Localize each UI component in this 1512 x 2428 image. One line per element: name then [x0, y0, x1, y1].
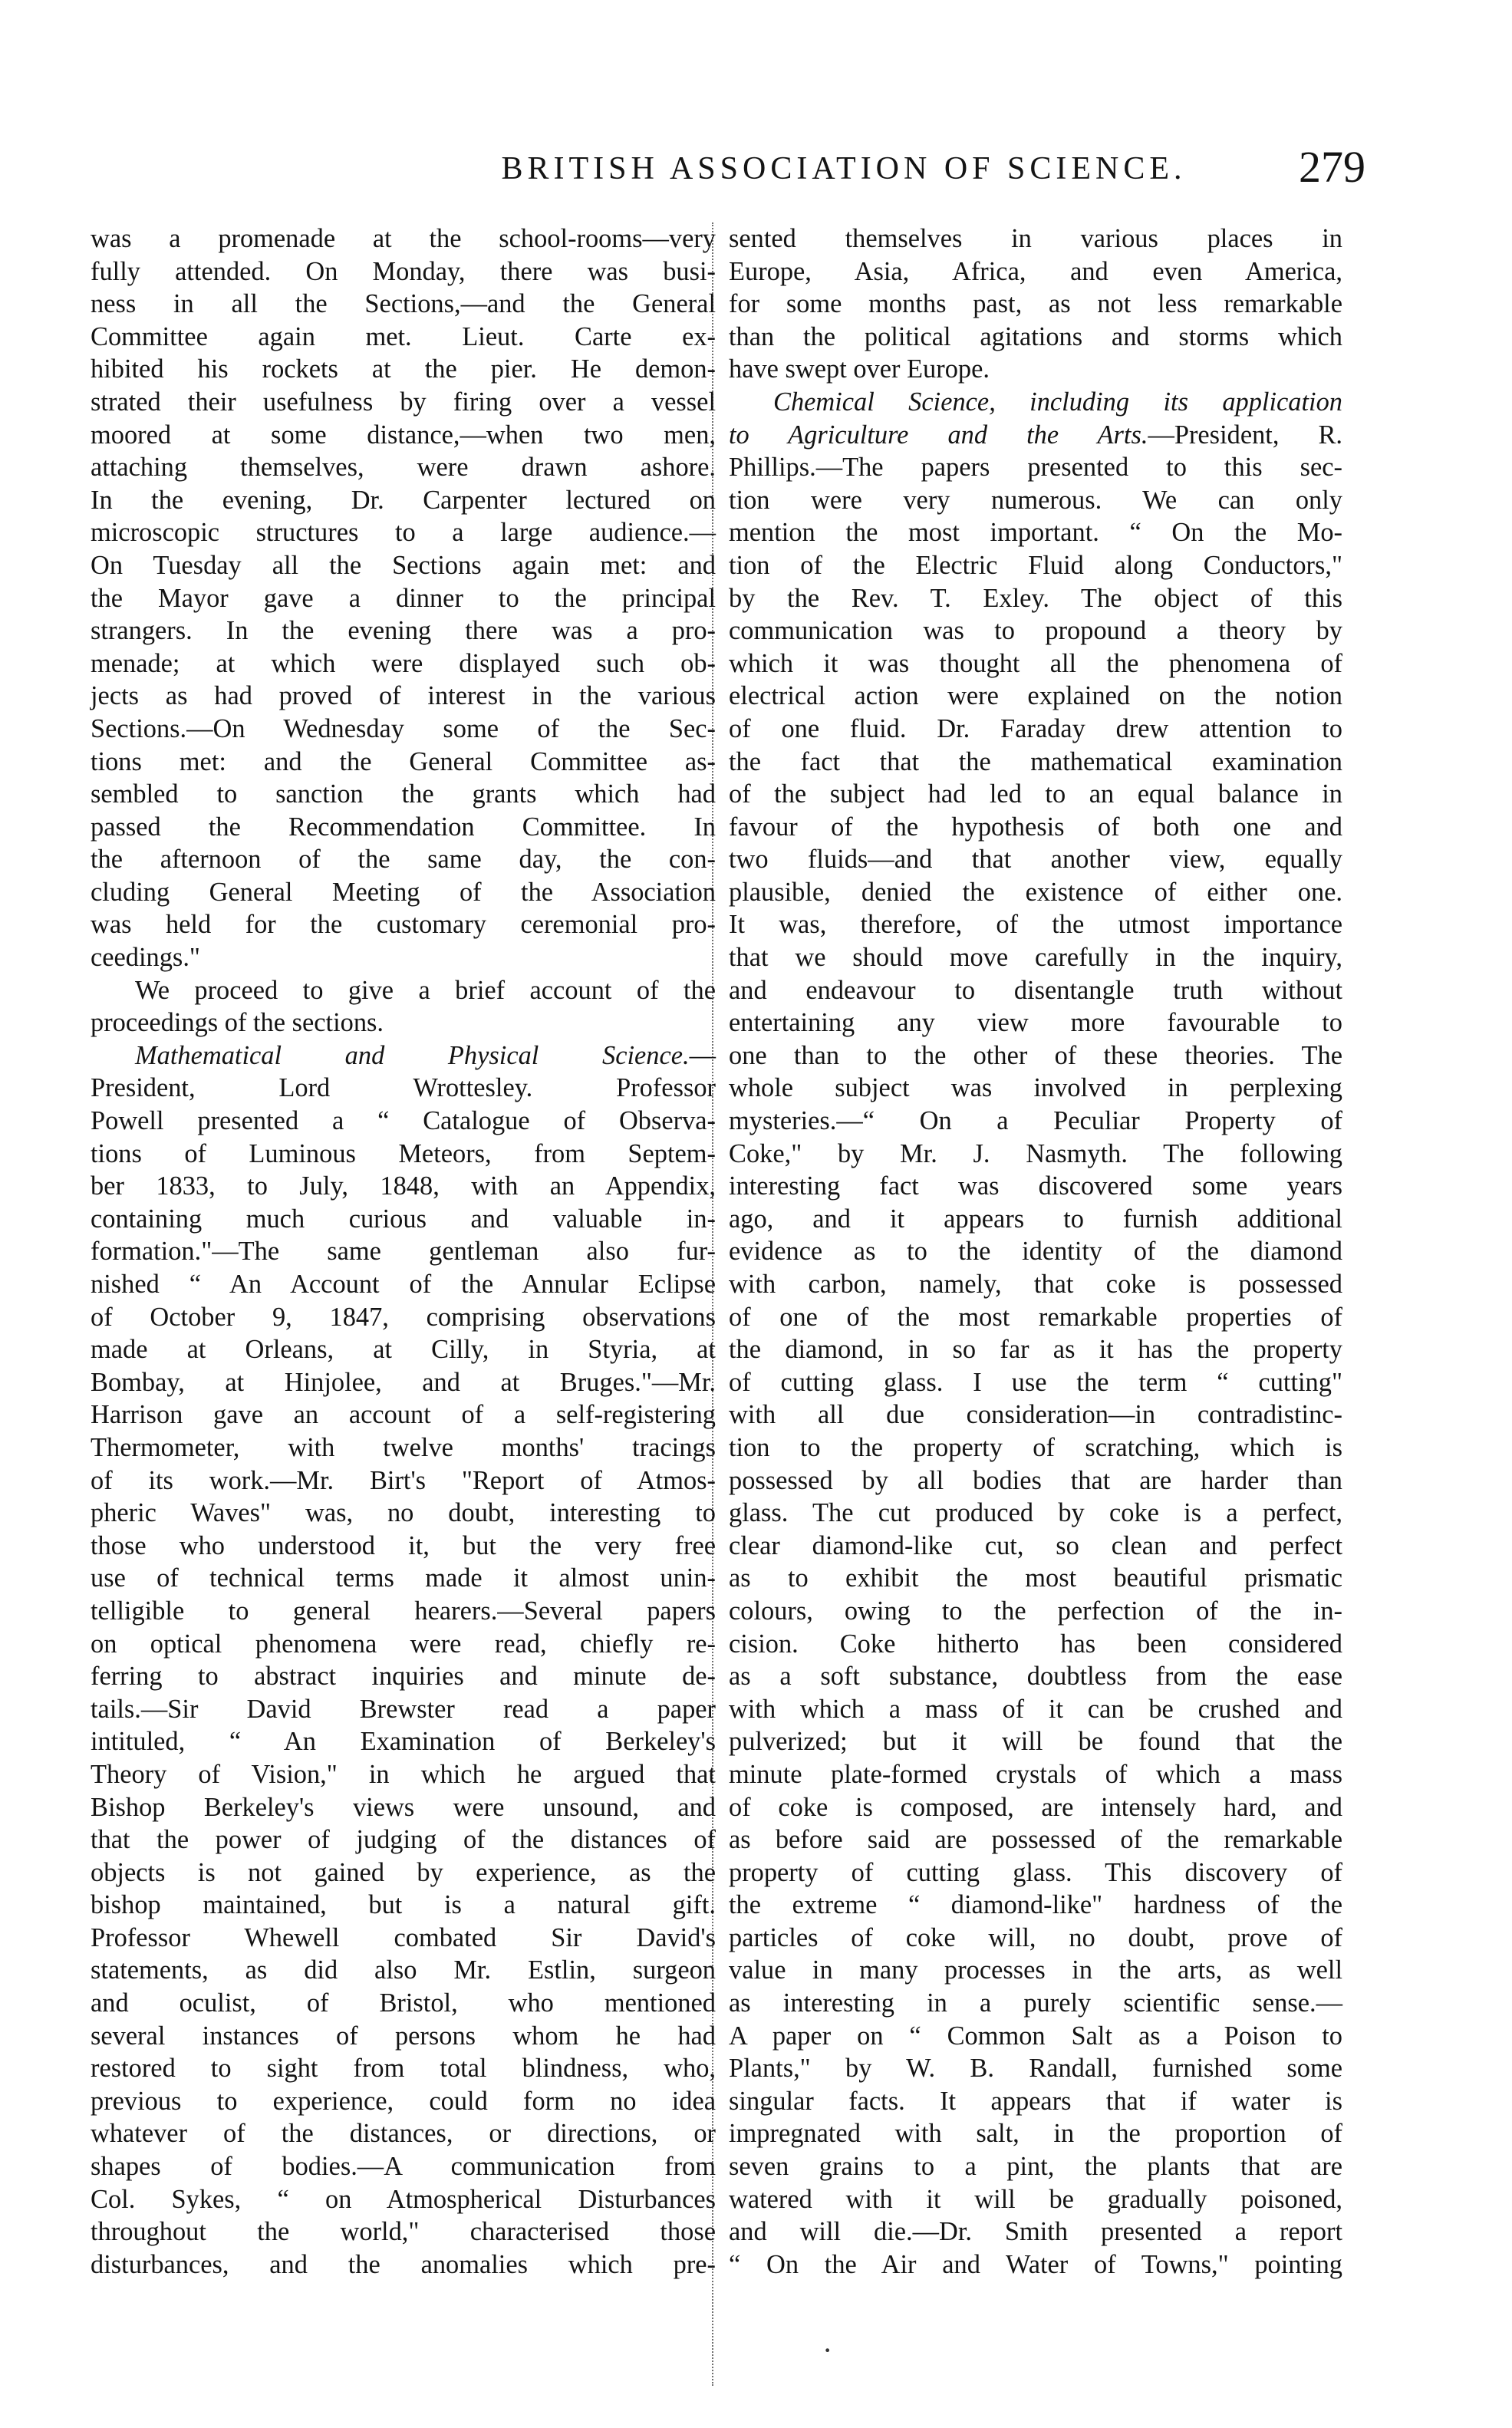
text-line: watered with it will be gradually poisoned,: [729, 2184, 1342, 2214]
text-line: the diamond, in so far as it has the property: [729, 1335, 1342, 1365]
text-line: ness in all the Sections,—and the General: [91, 289, 716, 319]
text-line: statements, as did also Mr. Estlin, surgeon: [91, 1955, 716, 1985]
text-line: those who understood it, but the very free: [91, 1530, 716, 1560]
text-line: one than to the other of these theories. The: [729, 1040, 1342, 1070]
text-line: strangers. In the evening there was a pro-: [91, 616, 716, 646]
text-line: of its work.—Mr. Birt's "Report of Atmos-: [91, 1465, 716, 1495]
text-line: hibited his rockets at the pier. He demon-: [91, 354, 716, 384]
text-line: was a promenade at the school-rooms—very: [91, 224, 716, 253]
text-line: plausible, denied the existence of either one.: [729, 877, 1342, 907]
text-line: [729, 386, 1342, 419]
text-line: of the subject had led to an equal balance in: [729, 779, 1342, 809]
text-line: attaching themselves, were drawn ashore.: [91, 453, 716, 483]
text-line: and oculist, of Bristol, who mentioned: [91, 1988, 716, 2018]
text-line: interesting fact was discovered some years: [729, 1171, 1342, 1201]
text-line: whole subject was involved in perplexing: [729, 1073, 1342, 1103]
text-line: Theory of Vision," in which he argued that: [91, 1759, 716, 1789]
text-line: strated their usefulness by firing over a vessel: [91, 387, 716, 417]
text-line: and will die.—Dr. Smith presented a report: [729, 2217, 1342, 2247]
text-line: as interesting in a purely scientific sense.—: [729, 1988, 1342, 2018]
text-line: particles of coke will, no doubt, prove of: [729, 1922, 1342, 1952]
text-line: tion of the Electric Fluid along Conductors,": [729, 550, 1342, 580]
text-line: tions met: and the General Committee as-: [91, 746, 716, 776]
text-line: as to exhibit the most beautiful prismatic: [729, 1563, 1342, 1593]
text-line: ber 1833, to July, 1848, with an Appendix,: [91, 1171, 716, 1201]
text-line: mysteries.—“ On a Peculiar Property of: [729, 1106, 1342, 1136]
text-line: microscopic structures to a large audience.—: [91, 518, 716, 548]
text-line: made at Orleans, at Cilly, in Styria, at: [91, 1335, 716, 1365]
text-line: communication was to propound a theory by: [729, 616, 1342, 646]
text-line: pulverized; but it will be found that the: [729, 1727, 1342, 1757]
text-line: Phillips.—The papers presented to this sec-: [729, 453, 1342, 483]
text-line: the extreme “ diamond-like" hardness of the: [729, 1890, 1342, 1920]
text-line: singular facts. It appears that if water is: [729, 2086, 1342, 2116]
text-line: on optical phenomena were read, chiefly re-: [91, 1629, 716, 1659]
text-line: Committee again met. Lieut. Carte ex-: [91, 321, 716, 351]
text-line: tions of Luminous Meteors, from Septem-: [91, 1138, 716, 1168]
text-line: Mathematical and Physical Science.—: [135, 1040, 716, 1070]
text-line: favour of the hypothesis of both one and: [729, 812, 1342, 842]
text-line: of one fluid. Dr. Faraday drew attention to: [729, 713, 1342, 743]
text-line: It was, therefore, of the utmost importance: [729, 910, 1342, 940]
section-heading: Mathematical and Physical Science.: [135, 1040, 690, 1070]
text-line: Coke," by Mr. J. Nasmyth. The following: [729, 1138, 1342, 1168]
text-line: Europe, Asia, Africa, and even America,: [729, 256, 1342, 286]
text-line: the Mayor gave a dinner to the principal: [91, 583, 716, 613]
text-line: mention the most important. “ On the Mo-: [729, 518, 1342, 548]
text-line: nished “ An Account of the Annular Eclipse: [91, 1270, 716, 1299]
text-line: tails.—Sir David Brewster read a paper: [91, 1694, 716, 1724]
text-line: A paper on “ Common Salt as a Poison to: [729, 2021, 1342, 2051]
text-line: Bombay, at Hinjolee, and at Bruges."—Mr.: [91, 1367, 716, 1397]
section-heading: Chemical Science, including its application: [773, 387, 1342, 417]
text-line: Col. Sykes, “ on Atmospherical Disturbances: [91, 2184, 716, 2214]
text-line: Powell presented a “ Catalogue of Observa-: [91, 1106, 716, 1136]
text-line: “ On the Air and Water of Towns," pointing: [729, 2249, 1342, 2279]
text-line: previous to experience, could form no idea: [91, 2086, 716, 2116]
text-line: that the power of judging of the distances of: [91, 1825, 716, 1855]
text-line: sembled to sanction the grants which had: [91, 779, 716, 809]
text-line: In the evening, Dr. Carpenter lectured on: [91, 485, 716, 515]
text-line: On Tuesday all the Sections again met: and: [91, 550, 716, 580]
text-line: value in many processes in the arts, as well: [729, 1955, 1342, 1985]
text-line: pheric Waves" was, no doubt, interesting to: [91, 1498, 716, 1528]
text-line: sented themselves in various places in: [729, 224, 1342, 253]
text-line: tion were very numerous. We can only: [729, 485, 1342, 515]
text-line: whatever of the distances, or directions, or: [91, 2119, 716, 2149]
text-line: jects as had proved of interest in the various: [91, 681, 716, 711]
section-heading: to Agriculture and the Arts.: [729, 420, 1148, 450]
text-line: cision. Coke hitherto has been considered: [729, 1629, 1342, 1659]
running-head: BRITISH ASSOCIATION OF SCIENCE.: [501, 151, 1187, 186]
left-column: [91, 222, 716, 2281]
text-line: that we should move carefully in the inquiry,: [729, 943, 1342, 973]
text-line: Harrison gave an account of a self-registering: [91, 1400, 716, 1430]
text-line: We proceed to give a brief account of the: [135, 975, 716, 1005]
text-line: minute plate-formed crystals of which a mass: [729, 1759, 1342, 1789]
text-line: with carbon, namely, that coke is possessed: [729, 1270, 1342, 1299]
text-line: evidence as to the identity of the diamond: [729, 1237, 1342, 1267]
text-line: throughout the world," characterised those: [91, 2217, 716, 2247]
text-line: moored at some distance,—when two men,: [91, 420, 716, 450]
text-line: the afternoon of the same day, the con-: [91, 845, 716, 875]
text-line: with which a mass of it can be crushed and: [729, 1694, 1342, 1724]
text-line: the fact that the mathematical examination: [729, 746, 1342, 776]
text-line: containing much curious and valuable in-: [91, 1204, 716, 1234]
text-line: shapes of bodies.—A communication from: [91, 2152, 716, 2182]
text-line: seven grains to a pint, the plants that are: [729, 2152, 1342, 2182]
text-line: bishop maintained, but is a natural gift.: [91, 1890, 716, 1920]
text-line: Bishop Berkeley's views were unsound, and: [91, 1792, 716, 1822]
text-line: to Agriculture and the Arts.—President, R.: [729, 420, 1343, 450]
text-line: menade; at which were displayed such ob-: [91, 648, 716, 678]
text-line: objects is not gained by experience, as the: [91, 1857, 716, 1887]
text-line: have swept over Europe.: [729, 354, 990, 384]
text-line: clear diamond-like cut, so clean and perfect: [729, 1530, 1342, 1560]
text-line: telligible to general hearers.—Several papers: [91, 1596, 716, 1626]
text-line: ferring to abstract inquiries and minute de-: [91, 1662, 716, 1692]
text-line: for some months past, as not less remarkable: [729, 289, 1342, 319]
text-line: with all due consideration—in contradistinc-: [729, 1400, 1342, 1430]
text-line: two fluids—and that another view, equally: [729, 845, 1342, 875]
text-line: President, Lord Wrottesley. Professor: [91, 1073, 716, 1103]
text-line: disturbances, and the anomalies which pre-: [91, 2249, 716, 2279]
text-line: cluding General Meeting of the Association: [91, 877, 716, 907]
text-line: glass. The cut produced by coke is a perfect,: [729, 1498, 1342, 1528]
text-line: Professor Whewell combated Sir David's: [91, 1922, 716, 1952]
text-line: passed the Recommendation Committee. In: [91, 812, 716, 842]
text-line: fully attended. On Monday, there was busi-: [91, 256, 716, 286]
text-line: by the Rev. T. Exley. The object of this: [729, 583, 1342, 613]
text-line: Sections.—On Wednesday some of the Sec-: [91, 713, 716, 743]
text-line: formation."—The same gentleman also fur-: [91, 1237, 716, 1267]
text-line: intituled, “ An Examination of Berkeley's: [91, 1727, 716, 1757]
text-line: of coke is composed, are intensely hard, and: [729, 1792, 1342, 1822]
text-line: several instances of persons whom he had: [91, 2021, 716, 2051]
text-line: ceedings.": [91, 943, 200, 973]
text-line: tion to the property of scratching, which is: [729, 1432, 1342, 1462]
text-line: possessed by all bodies that are harder than: [729, 1465, 1342, 1495]
text-line: of October 9, 1847, comprising observations: [91, 1302, 716, 1332]
text-line: entertaining any view more favourable to: [729, 1008, 1342, 1038]
text-line: and endeavour to disentangle truth without: [729, 975, 1342, 1005]
text-line: electrical action were explained on the notion: [729, 681, 1342, 711]
text-line: of one of the most remarkable properties of: [729, 1302, 1342, 1332]
right-column: [729, 222, 1342, 2281]
text-line: proceedings of the sections.: [91, 1008, 384, 1038]
page-number: 279: [1299, 142, 1365, 192]
text-line: Plants," by W. B. Randall, furnished some: [729, 2054, 1342, 2084]
text-line: use of technical terms made it almost unin-: [91, 1563, 716, 1593]
text-line: property of cutting glass. This discovery of: [729, 1857, 1342, 1887]
text-line: as before said are possessed of the remarkable: [729, 1825, 1342, 1855]
text-line: than the political agitations and storms which: [729, 321, 1342, 351]
text-line: ago, and it appears to furnish additional: [729, 1204, 1342, 1234]
text-line: was held for the customary ceremonial pro-: [91, 910, 716, 940]
text-line: Thermometer, with twelve months' tracings: [91, 1432, 716, 1462]
text-line: impregnated with salt, in the proportion of: [729, 2119, 1342, 2149]
text-line: colours, owing to the perfection of the in-: [729, 1596, 1342, 1626]
text-line: which it was thought all the phenomena of: [729, 648, 1342, 678]
text-line: as a soft substance, doubtless from the ease: [729, 1662, 1342, 1692]
printing-speck: ·: [822, 2333, 833, 2367]
text-line: restored to sight from total blindness, who,: [91, 2054, 716, 2084]
text-line: of cutting glass. I use the term “ cutting": [729, 1367, 1342, 1397]
